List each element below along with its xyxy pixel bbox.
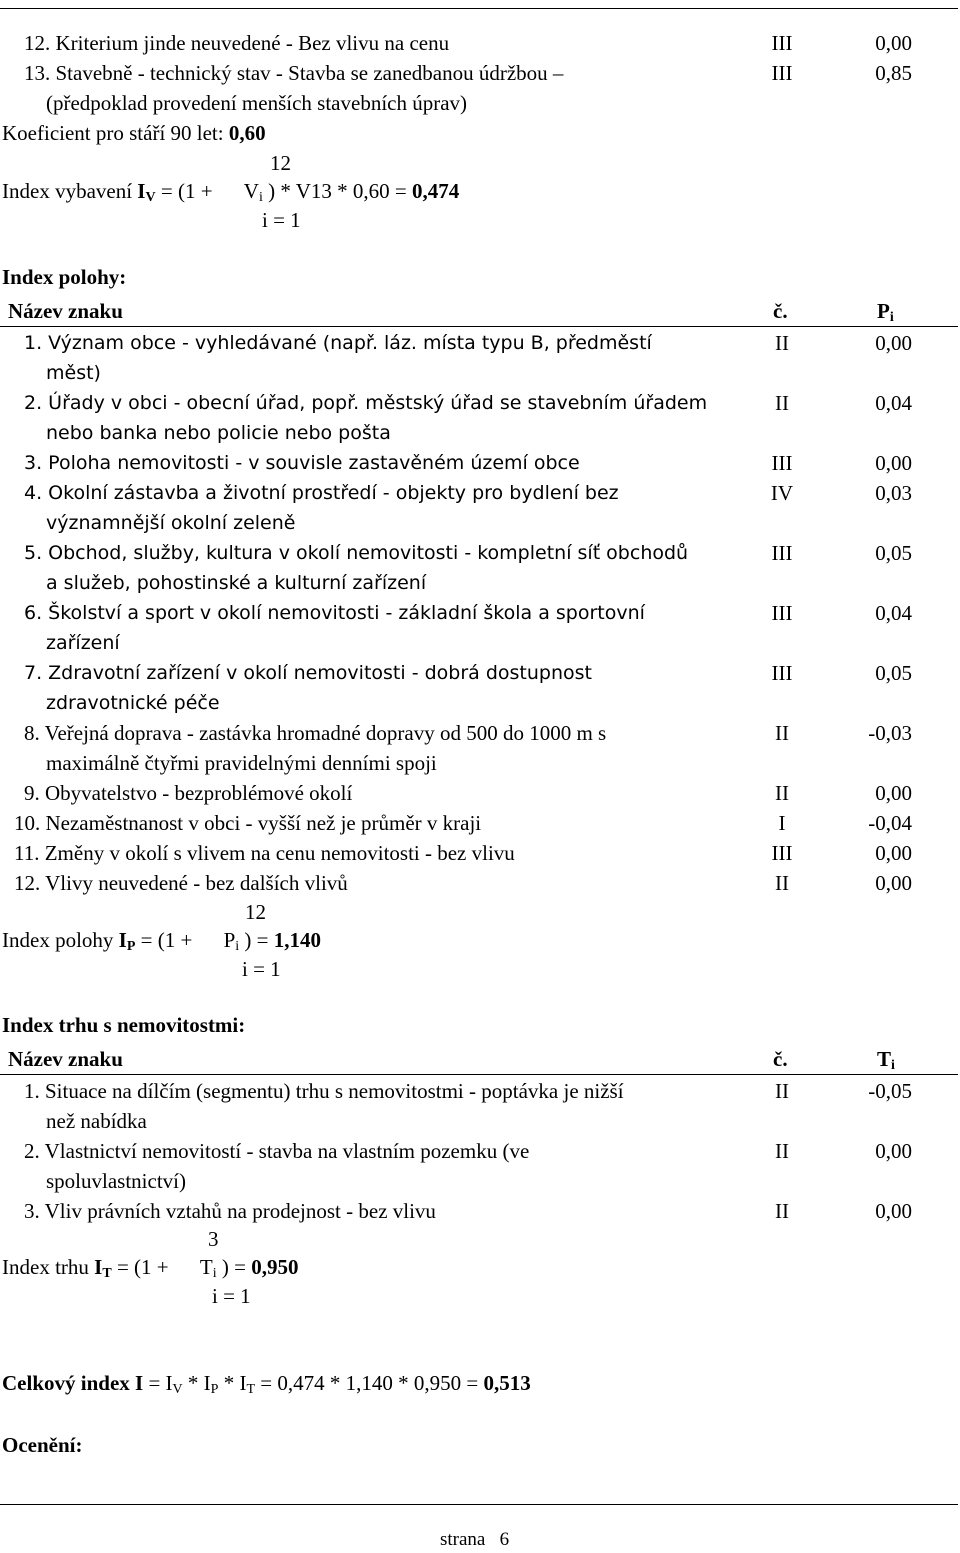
formula-tail: ) = xyxy=(239,928,274,952)
table-row-class: III xyxy=(771,451,793,475)
table-row-continuation: zařízení xyxy=(46,632,120,654)
table-row-class: III xyxy=(771,601,793,625)
table-row-continuation: maximálně čtyřmi pravidelnými denními spoji xyxy=(46,751,437,775)
table-row-class: III xyxy=(771,841,793,865)
formula-symbol: $I_P$ xyxy=(118,928,136,954)
table-row-class: III xyxy=(771,541,793,565)
table-row-class: II xyxy=(775,331,789,355)
header-rule xyxy=(0,326,958,327)
formula-mid: = (1 + xyxy=(155,179,218,203)
formula-lead: Index vybavení xyxy=(2,179,138,203)
footer-rule xyxy=(0,1504,958,1505)
table-row: 10. Nezaměstnanost v obci - vyšší než je průměr v kraji xyxy=(14,811,482,835)
formula-result: 1,140 xyxy=(273,928,322,952)
column-header-t: $T_i$ xyxy=(877,1047,895,1073)
celkovy-index: Celkový index $I = I_V * I_P * I_T = 0,474 * 1,140 * 0,950 = 0,513$ xyxy=(2,1371,531,1397)
table-row: 3. Vliv právních vztahů na prodejnost - bez vlivu xyxy=(24,1199,436,1223)
table-row: 11. Změny v okolí s vlivem na cenu nemovitosti - bez vlivu xyxy=(14,841,515,865)
column-header-name: Název znaku xyxy=(8,299,123,323)
list-item-class: III xyxy=(771,31,793,55)
formula-lead: Index trhu xyxy=(2,1255,95,1279)
table-row-value: 0,03 xyxy=(875,481,912,505)
celkovy-result: 0,513 xyxy=(483,1371,531,1395)
koeficient-value: 0,60 xyxy=(228,121,266,145)
table-row: 8. Veřejná doprava - zastávka hromadné dopravy od 500 do 1000 m s xyxy=(24,721,607,745)
koeficient-label: Koeficient pro stáří 90 let: xyxy=(2,121,224,145)
formula-index-polohy xyxy=(2,927,321,953)
formula-tail: ) * V13 * 0,60 = xyxy=(262,179,412,203)
table-row: 4. Okolní zástavba a životní prostředí - objekty pro bydlení bez xyxy=(24,482,619,504)
table-row: 1. Význam obce - vyhledávané (např. láz. místa typu B, předměstí xyxy=(24,332,652,354)
table-row-class: IV xyxy=(770,481,794,505)
sum-lower-limit: i = 1 xyxy=(262,208,301,232)
column-header-c: č. xyxy=(773,299,788,323)
formula-symbol: $I_T$ xyxy=(94,1255,112,1281)
table-row-value: 0,00 xyxy=(875,1199,912,1223)
table-row: 12. Vlivy neuvedené - bez dalších vlivů xyxy=(14,871,348,895)
oceneni-heading: Ocenění: xyxy=(2,1433,83,1457)
table-row-class: II xyxy=(775,781,789,805)
page-number: strana 6 xyxy=(440,1529,510,1550)
table-row-class: II xyxy=(775,391,789,415)
formula-tail: ) = xyxy=(216,1255,252,1279)
formula-index-trhu xyxy=(2,1254,298,1280)
table-row-value: 0,05 xyxy=(875,661,912,685)
list-item-continuation: (předpoklad provedení menších stavebních úprav) xyxy=(46,91,468,115)
table-row-class: II xyxy=(775,1079,789,1103)
list-item-value: 0,85 xyxy=(875,61,912,85)
formula-index-vybaveni xyxy=(2,178,459,204)
celkovy-lead: Celkový index I xyxy=(2,1371,144,1395)
top-rule xyxy=(0,8,958,9)
list-item-class: III xyxy=(771,61,793,85)
sum-upper-limit: 3 xyxy=(208,1227,219,1251)
list-item-value: 0,00 xyxy=(875,31,912,55)
sum-upper-limit: 12 xyxy=(245,900,266,924)
table-row-class: II xyxy=(775,1139,789,1163)
formula-variable: $P_i$ xyxy=(223,928,240,954)
formula-result: 0,474 xyxy=(411,179,460,203)
table-row: 2. Vlastnictví nemovitostí - stavba na vlastním pozemku (ve xyxy=(24,1139,530,1163)
table-row: 9. Obyvatelstvo - bezproblémové okolí xyxy=(24,781,353,805)
table-row-value: -0,05 xyxy=(868,1079,912,1103)
table-row-class: III xyxy=(771,661,793,685)
formula-lead: Index polohy xyxy=(2,928,119,952)
table-row-continuation: a služeb, pohostinské a kulturní zařízení xyxy=(46,572,427,594)
table-row-value: 0,00 xyxy=(875,841,912,865)
koeficient-line xyxy=(2,120,266,146)
table-row-value: 0,00 xyxy=(875,451,912,475)
table-row-value: 0,00 xyxy=(875,331,912,355)
table-row-class: I xyxy=(778,811,786,835)
table-row-value: 0,04 xyxy=(875,601,912,625)
table-row-value: 0,00 xyxy=(875,781,912,805)
table-row-continuation: nebo banka nebo policie nebo pošta xyxy=(46,422,391,444)
sum-lower-limit: i = 1 xyxy=(242,957,281,981)
table-row-value: 0,00 xyxy=(875,871,912,895)
section-heading-poloha: Index polohy: xyxy=(2,265,127,289)
table-row-value: -0,04 xyxy=(868,811,912,835)
list-item: 12. Kriterium jinde neuvedené - Bez vlivu na cenu xyxy=(24,31,450,55)
column-header-c: č. xyxy=(773,1047,788,1071)
sum-upper-limit: 12 xyxy=(270,151,291,175)
formula-symbol: $I_V$ xyxy=(137,179,156,205)
table-row-class: II xyxy=(775,871,789,895)
formula-variable: $V_i$ xyxy=(243,179,263,205)
table-row-class: II xyxy=(775,721,789,745)
table-row: 3. Poloha nemovitosti - v souvisle zastavěném území obce xyxy=(24,452,580,474)
table-row-value: -0,03 xyxy=(868,721,912,745)
table-row: 5. Obchod, služby, kultura v okolí nemovitosti - kompletní síť obchodů xyxy=(24,542,689,564)
table-row: 7. Zdravotní zařízení v okolí nemovitosti - dobrá dostupnost xyxy=(24,662,592,684)
formula-result: 0,950 xyxy=(251,1255,299,1279)
section-heading-trh: Index trhu s nemovitostmi: xyxy=(2,1013,246,1037)
table-row-continuation: spoluvlastnictví) xyxy=(46,1169,186,1193)
list-item: 13. Stavebně - technický stav - Stavba se zanedbanou údržbou – xyxy=(24,61,564,85)
formula-mid: = (1 + xyxy=(135,928,198,952)
formula-variable: $T_i$ xyxy=(199,1255,217,1281)
sum-lower-limit: i = 1 xyxy=(212,1284,251,1308)
table-row-value: 0,04 xyxy=(875,391,912,415)
table-row: 6. Školství a sport v okolí nemovitosti - základní škola a sportovní xyxy=(24,602,645,624)
column-header-name: Název znaku xyxy=(8,1047,123,1071)
table-row-continuation: významnější okolní zeleně xyxy=(46,512,296,534)
table-row-continuation: než nabídka xyxy=(46,1109,147,1133)
table-row-value: 0,00 xyxy=(875,1139,912,1163)
table-row-class: II xyxy=(775,1199,789,1223)
formula-mid: = (1 + xyxy=(111,1255,174,1279)
header-rule xyxy=(0,1074,958,1075)
table-row: 2. Úřady v obci - obecní úřad, popř. městský úřad se stavebním úřadem xyxy=(24,392,708,414)
column-header-p: $P_i$ xyxy=(877,299,894,325)
table-row-continuation: zdravotnické péče xyxy=(46,692,220,714)
table-row-continuation: měst) xyxy=(46,362,101,384)
table-row: 1. Situace na dílčím (segmentu) trhu s nemovitostmi - poptávka je nižší xyxy=(24,1079,624,1103)
table-row-value: 0,05 xyxy=(875,541,912,565)
